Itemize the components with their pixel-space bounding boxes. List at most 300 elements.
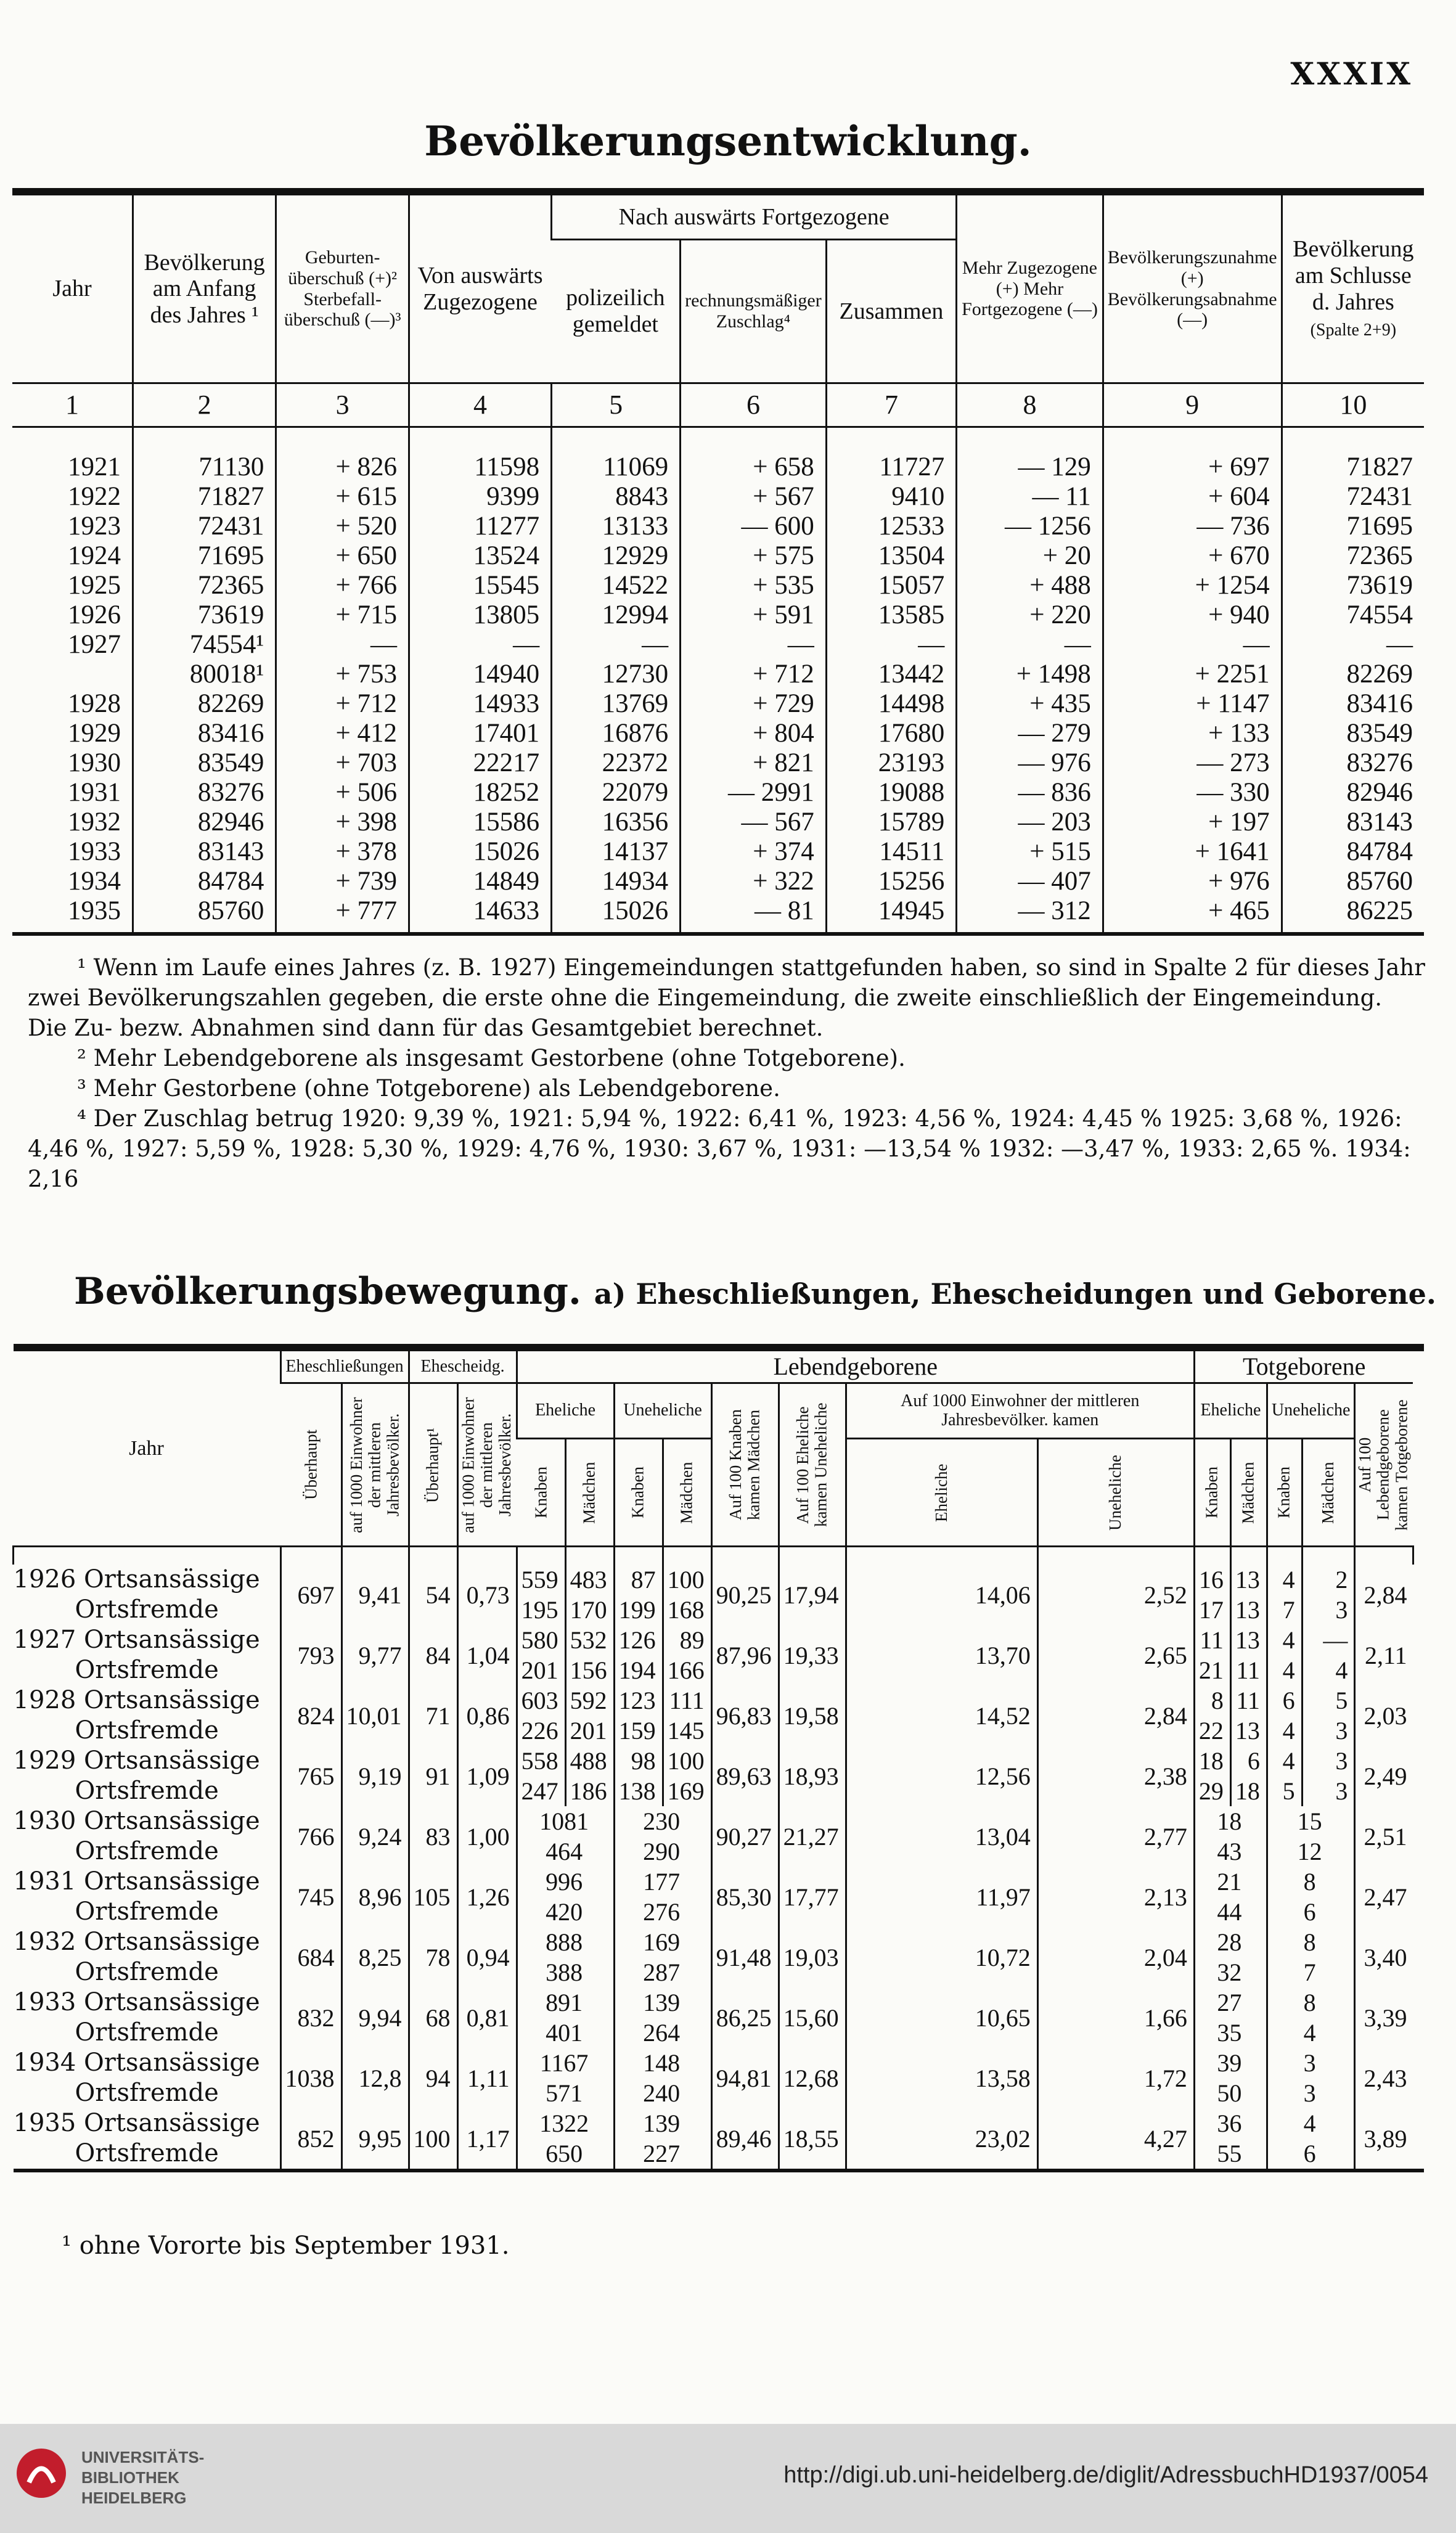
table-cell: 13 xyxy=(1230,1595,1267,1625)
table-cell: 22 xyxy=(1194,1716,1230,1746)
table-cell: + 976 xyxy=(1103,867,1282,896)
footer-bar xyxy=(0,2424,1456,2533)
table-cell: 12,56 xyxy=(846,1746,1037,1806)
table-cell: 4 xyxy=(1267,1625,1302,1655)
year-cell xyxy=(14,1927,281,1957)
table-cell: 22079 xyxy=(552,778,681,808)
table-cell: 0,73 xyxy=(457,1565,517,1625)
spacer-cell xyxy=(14,1547,281,1565)
table-cell: 16356 xyxy=(552,808,681,837)
table-cell: 5 xyxy=(1267,1776,1302,1806)
table-cell: + 378 xyxy=(276,837,409,867)
ortsfremde-cell xyxy=(14,1776,281,1806)
table-cell: + 515 xyxy=(957,837,1103,867)
table-cell: 6 xyxy=(1267,1685,1302,1716)
table-cell: + 697 xyxy=(1103,452,1282,482)
table-cell: 85,30 xyxy=(711,1867,779,1927)
table-row xyxy=(12,660,1424,689)
table-cell: + 670 xyxy=(1103,541,1282,571)
table-cell: 4 xyxy=(1267,1655,1302,1685)
table-cell: 12533 xyxy=(826,512,956,541)
table-cell: 6 xyxy=(1230,1746,1267,1776)
table-cell: 15026 xyxy=(409,837,551,867)
ortsansaessige-label: Ortsansässige xyxy=(84,1686,260,1714)
table-cell: 148 xyxy=(614,2048,711,2078)
table-cell: 83549 xyxy=(133,748,276,778)
col-number-5: 5 xyxy=(552,383,681,427)
table-cell: 21,27 xyxy=(779,1806,846,1867)
table-row xyxy=(14,1927,1425,1957)
table-cell: 177 xyxy=(614,1867,711,1897)
spacer-cell xyxy=(12,427,133,453)
table-cell: 35 xyxy=(1194,2018,1267,2048)
source-url-link[interactable]: http://digi.ub.uni-heidelberg.de/diglit/AdressbuchHD1937/0054 xyxy=(783,2462,1428,2488)
col-number-10: 10 xyxy=(1282,383,1424,427)
table-row xyxy=(12,571,1424,600)
table-cell: 401 xyxy=(517,2018,614,2048)
ortsfremde-cell xyxy=(14,1957,281,1987)
ortsfremde-cell xyxy=(14,1655,281,1685)
table-cell: 592 xyxy=(565,1685,614,1716)
table-cell: 4 xyxy=(1267,2108,1355,2138)
ortsansaessige-label: Ortsansässige xyxy=(84,1928,260,1956)
table-cell: 83276 xyxy=(133,778,276,808)
table-cell: 74554 xyxy=(1282,600,1424,630)
table-cell: 19088 xyxy=(826,778,956,808)
spacer-cell xyxy=(681,427,827,453)
year-label: 1932 xyxy=(13,1928,76,1956)
table-cell: 1081 xyxy=(517,1806,614,1836)
table-row xyxy=(12,600,1424,630)
table-cell: + 1147 xyxy=(1103,689,1282,719)
table-cell: 86225 xyxy=(1282,896,1424,934)
table-cell: 138 xyxy=(614,1776,663,1806)
table-cell: + 777 xyxy=(276,896,409,934)
spacer-cell xyxy=(846,1547,1037,1565)
table-cell: 90,27 xyxy=(711,1806,779,1867)
table-cell: 13133 xyxy=(552,512,681,541)
spacer-cell xyxy=(1230,1547,1267,1565)
spacer-cell xyxy=(1103,427,1282,453)
table-cell: 2,38 xyxy=(1037,1746,1194,1806)
table-cell: 8,96 xyxy=(342,1867,409,1927)
table-cell: 84784 xyxy=(133,867,276,896)
table-cell: 0,81 xyxy=(457,1987,517,2048)
table-cell: 824 xyxy=(280,1685,342,1746)
table-cell: 1932 xyxy=(68,808,121,837)
note-4: ⁴ Der Zuschlag betrug 1920: 9,39 %, 1921: 5,94 %, 1922: 6,41 %, 1923: 4,56 %, 1924: 4,45 % 1925: 3,68 %, 1926: 4,46 %, 1927: 5,59 %, 1928: 5,30 %, 1929: 4,76 %, 1930: 3,67 %, 1931: —13,54 % 1932: —3,47 %, 1933: 2,65 %. 1934: 2,16 xyxy=(28,1105,1411,1192)
table-cell: 80018¹ xyxy=(133,660,276,689)
table-cell: 3,39 xyxy=(1355,1987,1413,2048)
table-cell: 89 xyxy=(663,1625,711,1655)
table-cell: — 273 xyxy=(1103,748,1282,778)
table-cell: 94 xyxy=(409,2048,457,2108)
table-cell: 2,84 xyxy=(1037,1685,1194,1746)
table-cell: + 575 xyxy=(681,541,827,571)
table-cell: 10,01 xyxy=(342,1685,409,1746)
table-cell: 1,72 xyxy=(1037,2048,1194,2108)
ortsansaessige-label: Ortsansässige xyxy=(84,1807,260,1835)
table-cell: — xyxy=(826,630,956,660)
spacer-cell xyxy=(711,1547,779,1565)
table-cell: — 11 xyxy=(957,482,1103,512)
ortsfremde-label: Ortsfremde xyxy=(75,1716,219,1745)
th2-tot-knaben-u: Knaben xyxy=(1267,1439,1302,1547)
table-cell: + 715 xyxy=(276,600,409,630)
table-cell: 85760 xyxy=(1282,867,1424,896)
year-label: 1927 xyxy=(13,1626,76,1654)
table-cell: + 220 xyxy=(957,600,1103,630)
table-row xyxy=(12,541,1424,571)
table-cell: 1922 xyxy=(68,482,121,511)
table-cell: 18 xyxy=(1194,1806,1267,1836)
table-cell: 1935 xyxy=(68,896,121,925)
table-cell: — xyxy=(681,630,827,660)
table-row xyxy=(14,1625,1425,1655)
table-cell: 2,65 xyxy=(1037,1625,1194,1685)
table-cell: 2,49 xyxy=(1355,1746,1413,1806)
table-cell: 83549 xyxy=(1282,719,1424,748)
table-cell: 71 xyxy=(409,1685,457,1746)
table-cell: 169 xyxy=(614,1927,711,1957)
table-cell: + 1641 xyxy=(1103,837,1282,867)
table-cell: 82946 xyxy=(1282,778,1424,808)
table-cell: 9,95 xyxy=(342,2108,409,2171)
table-cell: 18252 xyxy=(409,778,551,808)
year-cell xyxy=(14,2108,281,2138)
table-cell: 168 xyxy=(663,1595,711,1625)
table-cell: 15789 xyxy=(826,808,956,837)
table-cell: 17,77 xyxy=(779,1867,846,1927)
table-cell: + 488 xyxy=(957,571,1103,600)
table-cell: 2,77 xyxy=(1037,1806,1194,1867)
table-cell: 13805 xyxy=(409,600,551,630)
table-cell: 1,17 xyxy=(457,2108,517,2171)
table-row xyxy=(14,1565,1425,1595)
spacer-cell xyxy=(1282,427,1424,453)
table-cell: 98 xyxy=(614,1746,663,1776)
table-cell: 83143 xyxy=(133,837,276,867)
table-row xyxy=(12,748,1424,778)
th2-tot-maedchen-u: Mädchen xyxy=(1302,1439,1355,1547)
table-cell: 17680 xyxy=(826,719,956,748)
table-cell: 15 xyxy=(1267,1806,1355,1836)
ortsfremde-label: Ortsfremde xyxy=(75,1897,219,1926)
table-cell: 1926 xyxy=(68,600,121,629)
table-cell: 43 xyxy=(1194,1836,1267,1867)
spacer-cell xyxy=(1194,1547,1230,1565)
table-cell: 1927 xyxy=(68,630,121,659)
table-cell: — 407 xyxy=(957,867,1103,896)
spacer-row xyxy=(14,1547,1425,1565)
table-cell: 82946 xyxy=(133,808,276,837)
table-cell: 2 xyxy=(1302,1565,1355,1595)
spacer-cell xyxy=(409,1547,457,1565)
spacer-cell xyxy=(1302,1547,1355,1565)
table-cell: 1924 xyxy=(68,541,121,570)
table-cell: 793 xyxy=(280,1625,342,1685)
spacer-cell xyxy=(342,1547,409,1565)
table-cell: 697 xyxy=(280,1565,342,1625)
ortsansaessige-label: Ortsansässige xyxy=(84,1626,260,1654)
table-cell: 15,60 xyxy=(779,1987,846,2048)
table-cell: 54 xyxy=(409,1565,457,1625)
table-cell: 9,24 xyxy=(342,1806,409,1867)
column-number-row xyxy=(12,383,1424,427)
table-cell: 2,11 xyxy=(1355,1625,1413,1685)
table-cell: + 729 xyxy=(681,689,827,719)
table-cell: 159 xyxy=(614,1716,663,1746)
table-cell: 195 xyxy=(517,1595,565,1625)
th2-jahr: Jahr xyxy=(14,1348,281,1547)
table-cell: 14,52 xyxy=(846,1685,1037,1746)
table-cell: 16 xyxy=(1194,1565,1230,1595)
table-cell: 745 xyxy=(280,1867,342,1927)
table-cell: 74554¹ xyxy=(133,630,276,660)
table-cell: 22372 xyxy=(552,748,681,778)
table-cell: 9410 xyxy=(826,482,956,512)
table-row xyxy=(12,719,1424,748)
table-cell: 19,58 xyxy=(779,1685,846,1746)
table-cell: — xyxy=(409,630,551,660)
table-cell: 8 xyxy=(1267,1927,1355,1957)
table-cell: 71827 xyxy=(1282,452,1424,482)
table-cell: 1921 xyxy=(68,452,121,481)
note-3: ³ Mehr Gestorbene (ohne Totgeborene) als Lebendgeborene. xyxy=(77,1075,780,1102)
year-cell xyxy=(14,1867,281,1897)
title-bevoelkerungsentwicklung: Bevölkerungsentwicklung. xyxy=(424,117,1032,165)
th2-auf1000-sch: auf 1000 Einwohner der mittleren Jahresbevölker. xyxy=(457,1383,517,1547)
ortsansaessige-label: Ortsansässige xyxy=(84,1565,260,1594)
table-cell: 11 xyxy=(1194,1625,1230,1655)
table-cell: 11,97 xyxy=(846,1867,1037,1927)
table-cell: 1322 xyxy=(517,2108,614,2138)
table-cell: + 1254 xyxy=(1103,571,1282,600)
table-cell: 73619 xyxy=(133,600,276,630)
table-cell: 18 xyxy=(1194,1746,1230,1776)
spacer-cell xyxy=(280,1547,342,1565)
table-cell: 105 xyxy=(409,1867,457,1927)
th2-ueberhaupt: Überhaupt xyxy=(280,1383,342,1547)
table-row xyxy=(12,867,1424,896)
table-cell: 276 xyxy=(614,1897,711,1927)
table-cell: 71827 xyxy=(133,482,276,512)
year-label: 1930 xyxy=(13,1807,76,1835)
table-cell: 10,72 xyxy=(846,1927,1037,1987)
table-cell: 9,41 xyxy=(342,1565,409,1625)
th2-eheliche: Eheliche xyxy=(517,1383,614,1439)
table-cell: 13585 xyxy=(826,600,956,630)
table-cell: 73619 xyxy=(1282,571,1424,600)
table-cell: 169 xyxy=(663,1776,711,1806)
table-cell: 71695 xyxy=(133,541,276,571)
table-cell: 39 xyxy=(1194,2048,1267,2078)
table-cell: 1038 xyxy=(280,2048,342,2108)
table-cell: 83143 xyxy=(1282,808,1424,837)
footnotes-table1 xyxy=(28,952,1427,1194)
table-cell: 28 xyxy=(1194,1927,1267,1957)
table-row xyxy=(12,630,1424,660)
table-cell: 21 xyxy=(1194,1655,1230,1685)
table-cell: 139 xyxy=(614,2108,711,2138)
th2-scheid: Ehescheidg. xyxy=(409,1348,517,1383)
table-cell: + 821 xyxy=(681,748,827,778)
table-row xyxy=(12,896,1424,934)
ortsfremde-cell xyxy=(14,1836,281,1867)
table-cell: 7 xyxy=(1267,1957,1355,1987)
table-cell: 1167 xyxy=(517,2048,614,2078)
table-cell: 3 xyxy=(1302,1776,1355,1806)
th2-ueberhaupt1: Überhaupt¹ xyxy=(409,1383,457,1547)
table-cell: — 600 xyxy=(681,512,827,541)
table-cell: 12 xyxy=(1267,1836,1355,1867)
table-cell: 14,06 xyxy=(846,1565,1037,1625)
table-cell xyxy=(12,660,133,689)
year-label: 1931 xyxy=(13,1867,76,1896)
table-cell: 15545 xyxy=(409,571,551,600)
spacer-cell xyxy=(133,427,276,453)
year-label: 1926 xyxy=(13,1565,76,1594)
table-cell: 5 xyxy=(1302,1685,1355,1716)
table-cell: 18,55 xyxy=(779,2108,846,2171)
table-cell: + 2251 xyxy=(1103,660,1282,689)
table-cell: 483 xyxy=(565,1565,614,1595)
table-cell: 227 xyxy=(614,2138,711,2171)
table-cell: — 736 xyxy=(1103,512,1282,541)
table-cell: — 81 xyxy=(681,896,827,934)
table-cell: 2,43 xyxy=(1355,2048,1413,2108)
th-schluss-note: (Spalte 2+9) xyxy=(1310,321,1397,340)
table-cell: 83276 xyxy=(1282,748,1424,778)
table-cell: 1,09 xyxy=(457,1746,517,1806)
table-cell: + 374 xyxy=(681,837,827,867)
table-cell: 1929 xyxy=(68,719,121,748)
table-cell: 11 xyxy=(1230,1655,1267,1685)
table-cell: 90,25 xyxy=(711,1565,779,1625)
table-cell: 8 xyxy=(1267,1867,1355,1897)
table-cell: 684 xyxy=(280,1927,342,1987)
table-cell: 532 xyxy=(565,1625,614,1655)
table-cell: 2,13 xyxy=(1037,1867,1194,1927)
table-cell: 8,25 xyxy=(342,1927,409,1987)
table-cell: + 826 xyxy=(276,452,409,482)
th-schluss-text: Bevölkerung am Schlusse d. Jahres xyxy=(1293,236,1414,315)
year-cell xyxy=(14,1806,281,1836)
table-cell: 0,94 xyxy=(457,1927,517,1987)
ortsfremde-label: Ortsfremde xyxy=(75,2139,219,2167)
table-cell: 1,11 xyxy=(457,2048,517,2108)
table-cell: 72365 xyxy=(1282,541,1424,571)
table-row xyxy=(12,689,1424,719)
ortsansaessige-label: Ortsansässige xyxy=(84,2048,260,2077)
table-cell: + 322 xyxy=(681,867,827,896)
table-cell: 4 xyxy=(1267,1565,1302,1595)
th2-auf100kn: Auf 100 Knaben kamen Mädchen xyxy=(711,1383,779,1547)
table-cell: 13524 xyxy=(409,541,551,571)
th-zusammen: Zusammen xyxy=(826,240,956,383)
table-cell: 14849 xyxy=(409,867,551,896)
ortsfremde-label: Ortsfremde xyxy=(75,1595,219,1624)
table-cell: 91 xyxy=(409,1746,457,1806)
year-label: 1928 xyxy=(13,1686,76,1714)
ortsfremde-label: Ortsfremde xyxy=(75,1777,219,1805)
table-cell: 15057 xyxy=(826,571,956,600)
table-cell: + 398 xyxy=(276,808,409,837)
th2-unehelich: Uneheliche xyxy=(614,1383,711,1439)
table-cell: 1923 xyxy=(68,512,121,541)
table-cell: 87,96 xyxy=(711,1625,779,1685)
year-label: 1933 xyxy=(13,1988,76,2016)
spacer-cell xyxy=(409,427,551,453)
ortsansaessige-label: Ortsansässige xyxy=(84,1867,260,1896)
table-cell: + 739 xyxy=(276,867,409,896)
th-zugezogene: Von auswärts Zugezogene xyxy=(409,192,551,383)
table-cell: 650 xyxy=(517,2138,614,2171)
table-cell: 247 xyxy=(517,1776,565,1806)
table-cell: 11 xyxy=(1230,1685,1267,1716)
table-cell: 19,33 xyxy=(779,1625,846,1685)
table-cell: 2,84 xyxy=(1355,1565,1413,1625)
table-row xyxy=(14,1806,1425,1836)
spacer-cell xyxy=(826,427,956,453)
table-cell: 14633 xyxy=(409,896,551,934)
table-cell: 264 xyxy=(614,2018,711,2048)
table-cell: 832 xyxy=(280,1987,342,2048)
table-cell: 1928 xyxy=(68,689,121,718)
year-cell xyxy=(14,1565,281,1595)
table-cell: 201 xyxy=(565,1716,614,1746)
table-cell: + 133 xyxy=(1103,719,1282,748)
table-cell: 100 xyxy=(663,1746,711,1776)
table-cell: 6 xyxy=(1267,1897,1355,1927)
table-cell: + 712 xyxy=(276,689,409,719)
th-geburten: Geburten-überschuß (+)² Sterbefall-überschuß (—)³ xyxy=(276,192,409,383)
table-cell: + 766 xyxy=(276,571,409,600)
table-cell: 84 xyxy=(409,1625,457,1685)
table-cell: 11727 xyxy=(826,452,956,482)
table-cell: 2,47 xyxy=(1355,1867,1413,1927)
table-cell: 559 xyxy=(517,1565,565,1595)
table-cell: 14940 xyxy=(409,660,551,689)
table-cell: 100 xyxy=(663,1565,711,1595)
spacer-cell xyxy=(663,1547,711,1565)
table-cell: 4,27 xyxy=(1037,2108,1194,2171)
th2-knaben-u: Knaben xyxy=(614,1439,663,1547)
table-cell: 9,77 xyxy=(342,1625,409,1685)
table-cell: + 465 xyxy=(1103,896,1282,934)
table-cell: 166 xyxy=(663,1655,711,1685)
table-cell: 87 xyxy=(614,1565,663,1595)
table-cell: 72365 xyxy=(133,571,276,600)
table-cell: 13,70 xyxy=(846,1625,1037,1685)
table-cell: + 650 xyxy=(276,541,409,571)
table-cell: — xyxy=(1103,630,1282,660)
table-row xyxy=(14,2108,1425,2138)
table-cell: 23,02 xyxy=(846,2108,1037,2171)
table-cell: 4 xyxy=(1267,1716,1302,1746)
table-cell: + 658 xyxy=(681,452,827,482)
year-cell xyxy=(14,1625,281,1655)
table-cell: + 567 xyxy=(681,482,827,512)
table-cell: 1,00 xyxy=(457,1806,517,1867)
table-cell: 15256 xyxy=(826,867,956,896)
table-row xyxy=(14,1685,1425,1716)
table-cell: 13 xyxy=(1230,1716,1267,1746)
table-cell: 2,03 xyxy=(1355,1685,1413,1746)
table-cell: 14934 xyxy=(552,867,681,896)
th2-tot-knaben-e: Knaben xyxy=(1194,1439,1230,1547)
table-cell: 68 xyxy=(409,1987,457,2048)
